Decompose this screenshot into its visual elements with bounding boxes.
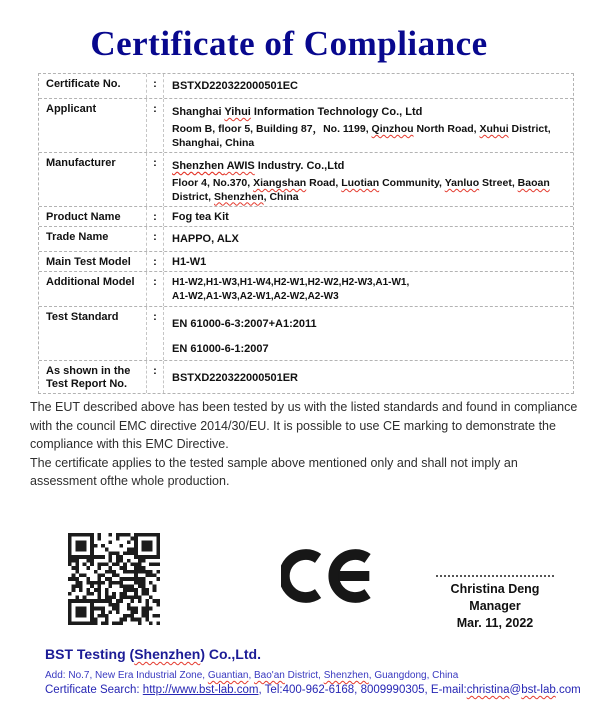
value-line: Room B, floor 5, Building 87，No. 1199, Qinzhou North Road, Xuhui District, Shanghai, China	[172, 123, 551, 149]
value-line: Fog tea Kit	[172, 211, 229, 223]
row-label: Manufacturer	[39, 153, 147, 206]
row-colon: :	[147, 252, 164, 271]
row-value	[164, 153, 573, 206]
row-value	[164, 99, 573, 152]
signatory-name: Christina Deng	[450, 582, 540, 596]
row-value	[164, 74, 573, 98]
row-colon: :	[147, 153, 164, 206]
row-colon: :	[147, 74, 164, 98]
statement-paragraph-1: The EUT described above has been tested by us with the listed standards and found in compliance with the council EMC directive 2014/30/EU. It is possible to use CE marking to demonstrate the compliance with this EMC Directive.	[30, 400, 578, 451]
certificate-search-contact: , Tel:400-962-6168, 8009990305, E-mail:christina@bst-lab.com	[258, 684, 581, 696]
qr-code-wrap	[68, 533, 160, 625]
row-label: Product Name	[39, 207, 147, 226]
value-line: Shenzhen AWIS Industry. Co.,Ltd	[172, 160, 345, 172]
row-label: Main Test Model	[39, 252, 147, 271]
row-value	[164, 252, 573, 271]
company-name: BST Testing (Shenzhen) Co.,Ltd.	[45, 646, 261, 662]
signature-date: Mar. 11, 2022	[456, 616, 534, 630]
row-value	[164, 207, 573, 226]
row-label: Applicant	[39, 99, 147, 152]
table-row-certificate-no	[39, 74, 573, 99]
certificate-table	[38, 73, 574, 394]
certificate-search-line	[45, 684, 581, 696]
signature-dotted-line	[436, 565, 554, 577]
row-value	[164, 361, 573, 393]
signature-block	[413, 565, 577, 632]
row-label: Certificate No.	[39, 74, 147, 98]
compliance-statement	[30, 398, 587, 491]
row-label: Test Standard	[39, 307, 147, 360]
value-line: HAPPO, ALX	[172, 233, 239, 245]
row-label: As shown in the Test Report No.	[39, 361, 147, 393]
value-line: Floor 4, No.370, Xiangshan Road, Luotian Community, Yanluo Street, Baoan District, Shenzhen, China	[172, 177, 550, 203]
row-colon: :	[147, 227, 164, 251]
value-line: A1-W2,A1-W3,A2-W1,A2-W2,A2-W3	[172, 291, 339, 302]
row-value	[164, 307, 573, 360]
signatory-role: Manager	[469, 599, 521, 613]
table-row-main-test-model	[39, 252, 573, 272]
row-colon: :	[147, 207, 164, 226]
row-label: Additional Model	[39, 272, 147, 306]
table-row-test-standard	[39, 307, 573, 361]
row-colon: :	[147, 99, 164, 152]
row-value	[164, 227, 573, 251]
value-line: H1-W2,H1-W3,H1-W4,H2-W1,H2-W2,H2-W3,A1-W1,	[172, 277, 410, 288]
row-colon: :	[147, 361, 164, 393]
table-row-trade-name	[39, 227, 573, 252]
table-row-manufacturer	[39, 153, 573, 207]
certificate-search-link[interactable]: http://www.bst-lab.com	[142, 684, 259, 696]
value-line: H1-W1	[172, 256, 207, 268]
statement-paragraph-2: The certificate applies to the tested sample above mentioned only and shall not imply an assessment ofthe whole production.	[30, 455, 518, 488]
row-value	[164, 272, 573, 306]
certificate-title: Certificate of Compliance	[90, 24, 488, 63]
value-line: BSTXD220322000501ER	[172, 371, 298, 384]
value-line: EN 61000-6-3:2007+A1:2011	[172, 318, 317, 330]
value-line: Shanghai Yihui Information Technology Co., Ltd	[172, 106, 423, 118]
value-line: EN 61000-6-1:2007	[172, 343, 269, 355]
ce-mark-icon	[281, 544, 385, 608]
value-line: BSTXD220322000501EC	[172, 80, 298, 92]
table-row-test-report-no	[39, 361, 573, 393]
table-row-additional-model	[39, 272, 573, 307]
table-row-product-name	[39, 207, 573, 227]
table-row-applicant	[39, 99, 573, 153]
certificate-search-label: Certificate Search:	[45, 684, 143, 696]
row-label: Trade Name	[39, 227, 147, 251]
company-address: Add: No.7, New Era Industrial Zone, Guantian, Bao'an District, Shenzhen, Guangdong, China	[45, 670, 459, 681]
qr-code	[68, 533, 160, 625]
row-colon: :	[147, 272, 164, 306]
row-colon: :	[147, 307, 164, 360]
